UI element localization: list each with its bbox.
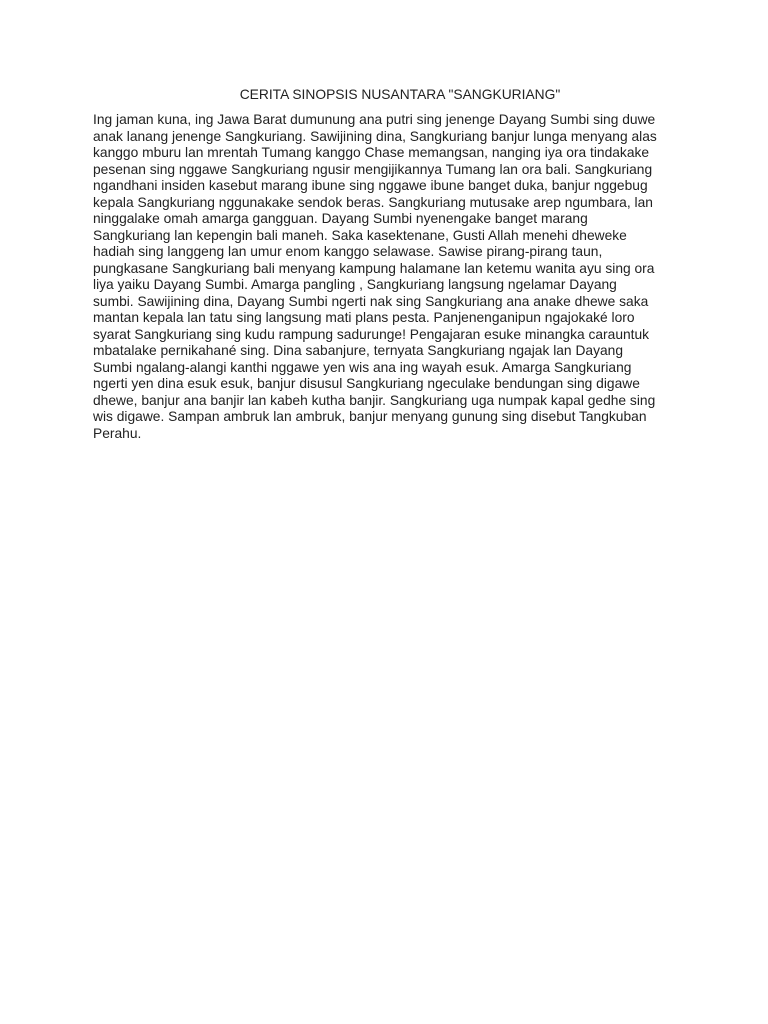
document-body — [93, 112, 693, 442]
body-line: dhewe, banjur ana banjir lan kabeh kutha banjir. Sangkuriang uga numpak kapal gedhe sing — [93, 392, 656, 408]
body-line: wis digawe. Sampan ambruk lan ambruk, banjur menyang gunung sing disebut Tangkuban — [93, 409, 647, 424]
body-line: pesenan sing nggawe Sangkuriang ngusir mengijikannya Tumang lan ora bali. Sangkuriang — [93, 161, 653, 177]
body-line: anak lanang jenenge Sangkuriang. Sawijining dina, Sangkuriang banjur lunga menyang alas — [93, 128, 657, 144]
body-line: ngandhani insiden kasebut marang ibune sing nggawe ibune banget duka, banjur nggebug — [93, 178, 648, 193]
body-line: liya yaiku Dayang Sumbi. Amarga pangling , Sangkuriang langsung ngelamar Dayang — [93, 277, 617, 292]
body-line: mbatalake pernikahané sing. Dina sabanjure, ternyata Sangkuriang ngajak lan Dayang — [93, 343, 623, 358]
body-line: Sumbi ngalang-alangi kanthi nggawe yen wis ana ing wayah esuk. Amarga Sangkuriang — [93, 359, 632, 375]
body-line: sumbi. Sawijining dina, Dayang Sumbi ngerti nak sing Sangkuriang ana anake dhewe saka — [93, 293, 649, 309]
body-line: mantan kepala lan tatu sing langsung mati plans pesta. Panjenenganipun ngajokaké loro — [93, 310, 635, 325]
body-line: pungkasane Sangkuriang bali menyang kampung halamane lan ketemu wanita ayu sing ora — [93, 260, 655, 276]
document-title: CERITA SINOPSIS NUSANTARA "SANGKURIANG" — [239, 87, 561, 102]
body-line: kepala Sangkuriang nggunakake sendok beras. Sangkuriang mutusake arep ngumbara, lan — [93, 194, 653, 210]
body-line: Ing jaman kuna, ing Jawa Barat dumunung ana putri sing jenenge Dayang Sumbi sing duwe — [93, 112, 656, 127]
body-line: ngerti yen dina esuk esuk, banjur disusul Sangkuriang ngeculake bendungan sing digawe — [93, 376, 640, 391]
body-line: syarat Sangkuriang sing kudu rampung sadurunge! Pengajaran esuke minangka carauntuk — [93, 326, 650, 342]
body-line: kanggo mburu lan mrentah Tumang kanggo Chase memangsan, nanging iya ora tindakake — [93, 145, 650, 160]
body-line: Perahu. — [93, 425, 142, 441]
body-line: hadiah sing langgeng lan umur enom kanggo selawase. Sawise pirang-pirang taun, — [93, 244, 603, 259]
body-line: ninggalake omah amarga gangguan. Dayang Sumbi nyenengake banget marang — [93, 211, 588, 226]
body-line: Sangkuriang lan kepengin bali maneh. Saka kasektenane, Gusti Allah menehi dheweke — [93, 227, 627, 243]
